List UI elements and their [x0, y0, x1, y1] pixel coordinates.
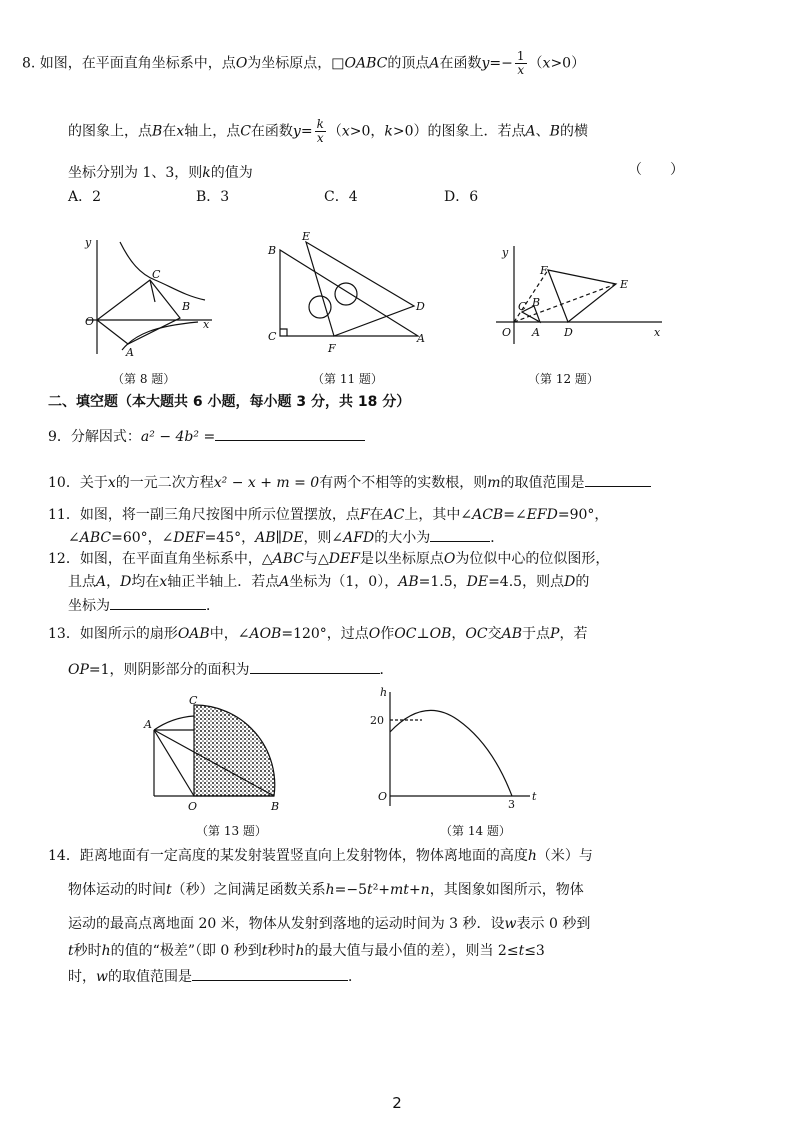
q13-text: OC: [394, 626, 417, 642]
q12-text: A: [96, 574, 107, 590]
label-t: t: [532, 790, 537, 803]
option-d: D．6: [444, 189, 479, 205]
q12-text: A: [279, 574, 290, 590]
q13-text: AOB: [249, 626, 282, 642]
fraction-denominator: x: [316, 131, 324, 145]
q14-text: h: [295, 943, 305, 959]
label-a: A: [126, 346, 134, 359]
q8-line2: [68, 118, 588, 145]
q8-line3: [68, 163, 253, 183]
label-c: C: [518, 300, 527, 313]
q14-text: ²+: [372, 882, 391, 898]
q11-text: ∠: [68, 530, 80, 546]
figure-14: [362, 686, 542, 816]
q13-text: P: [550, 626, 560, 642]
q11-text: =∠: [503, 507, 527, 523]
parallelogram-oabc: [97, 280, 180, 344]
caption-fig13: （第 13 题）: [196, 824, 267, 838]
q13-text: 于点: [522, 626, 551, 642]
answer-blank[interactable]: [110, 595, 206, 610]
curve-k-over-x: [120, 242, 205, 300]
q11-text: ．: [490, 530, 505, 546]
q13-text: =1，则阴影部分的面积为: [88, 662, 250, 678]
q8-text: A: [429, 55, 440, 72]
q11-text: =45°，: [204, 530, 256, 546]
q8-text: 的横: [559, 123, 588, 140]
q12-text: DEF: [328, 551, 360, 567]
q8-text: 的图象上，点: [68, 123, 152, 140]
page-number: 2: [392, 1094, 402, 1112]
q8-text: A: [525, 123, 536, 140]
q14-text: t: [166, 882, 172, 898]
q12-text: 为位似中心的位似图形，: [455, 551, 610, 567]
q13-text: 13．如图所示的扇形: [48, 626, 178, 642]
q11-text: ACB: [472, 507, 504, 523]
answer-blank[interactable]: [585, 472, 651, 487]
q12-text: O: [443, 551, 456, 567]
q12-text: 与△: [303, 551, 329, 567]
caption-fig11: （第 11 题）: [312, 372, 383, 386]
fraction-numerator: k: [316, 117, 324, 131]
answer-blank[interactable]: [215, 426, 365, 441]
answer-paren: （ ）: [628, 162, 684, 178]
q8-text: 轴上，点: [184, 123, 241, 140]
q11-line1: [48, 505, 608, 525]
q8-text: y: [292, 123, 301, 140]
q8-text: y: [481, 55, 490, 72]
q8-text: 在函数: [439, 55, 482, 72]
q8-text: 为坐标原点，: [247, 55, 332, 72]
q12-text: D: [564, 574, 576, 590]
q13-text: OB: [429, 626, 452, 642]
q8-text: >0）: [550, 55, 586, 72]
parabola-curve: [390, 710, 512, 796]
shaded-region: [194, 705, 275, 796]
fraction-numerator: 1: [516, 49, 525, 63]
dashed-line-oe: [514, 284, 616, 322]
q9-line: [48, 426, 365, 447]
q8-text: x: [176, 123, 185, 140]
q14-text: ．: [347, 969, 362, 985]
q8-text: （: [327, 123, 342, 140]
q14-text: 14．距离地面有一定高度的某发射装置竖直向上发射物体，物体离地面的高度: [48, 848, 528, 864]
section-heading: 二、填空题（本大题共 6 小题，每小题 3 分，共 18 分）: [48, 394, 411, 410]
q8-text: =−: [489, 55, 513, 72]
label-b: B: [532, 296, 541, 309]
figure-11: [262, 230, 437, 360]
q8-text: C: [240, 123, 251, 140]
q12-text: 是以坐标原点: [359, 551, 444, 567]
q13-text: ⊥: [416, 626, 430, 642]
q8-text: k: [384, 123, 393, 140]
q10-text: 有两个不相等的实数根，则: [319, 475, 488, 491]
q13-line1: [48, 624, 587, 644]
figure-8: [80, 232, 230, 362]
q12-text: 坐标为（1，0），: [289, 574, 399, 590]
q10-text: 的取值范围是: [500, 475, 585, 491]
q8-text: （: [528, 55, 543, 72]
q8-text: 的值为: [210, 165, 253, 181]
q13-text: 交: [487, 626, 502, 642]
q12-text: AB: [398, 574, 419, 590]
arc-ac: [154, 716, 194, 730]
q14-text: 秒时: [267, 943, 296, 959]
q13-text: ．: [379, 662, 394, 678]
label-3: 3: [508, 798, 515, 811]
q8-text: B: [152, 123, 163, 140]
label-b: B: [271, 800, 280, 813]
q14-text: h: [527, 848, 537, 864]
q11-text: =90°，: [557, 507, 609, 523]
q14-text: h: [101, 943, 111, 959]
q8-text: □OABC: [331, 55, 388, 72]
q14-text: w: [96, 969, 108, 985]
q13-text: 作: [380, 626, 395, 642]
q11-text: 的大小为: [374, 530, 431, 546]
label-b: B: [182, 300, 191, 313]
label-o: O: [502, 326, 512, 339]
answer-blank[interactable]: [250, 659, 380, 674]
label-e: E: [620, 278, 629, 291]
segment-oa: [154, 730, 194, 796]
q14-text: 时，: [68, 969, 96, 985]
label-e: E: [302, 230, 311, 243]
q11-text: AC: [383, 507, 405, 523]
label-y: y: [502, 246, 509, 259]
q12-line1: [48, 549, 609, 569]
q14-line1: [48, 846, 593, 866]
q14-text: 的值的“极差”（即 0 秒到: [110, 943, 262, 959]
label-b: B: [268, 244, 277, 257]
label-o: O: [188, 800, 198, 813]
triangle-abc: [280, 250, 418, 336]
q12-text: ．: [206, 598, 220, 614]
label-x: x: [203, 318, 210, 331]
q10-expression: x² − x + m = 0: [213, 475, 320, 491]
q8-text: =: [300, 123, 313, 140]
q8-text: B: [549, 123, 560, 140]
q12-text: 均在: [131, 574, 160, 590]
circle-hole-1: [309, 296, 331, 318]
q14-text: w: [504, 916, 517, 932]
right-angle-mark-c: [280, 329, 287, 336]
fraction-k-over-x: [315, 118, 326, 145]
dashed-line-of: [514, 270, 548, 322]
q11-text: =60°，∠: [111, 530, 174, 546]
q14-text: t: [518, 943, 525, 959]
q14-text: ，其图象如图所示，物体: [429, 882, 584, 898]
q10-text: m: [487, 475, 501, 491]
q13-text: O: [368, 626, 381, 642]
q10-text: x: [107, 475, 116, 491]
q14-text: t: [261, 943, 268, 959]
answer-blank[interactable]: [430, 527, 490, 542]
q8-text: 在: [162, 123, 177, 140]
q9-text: 9．分解因式：: [48, 429, 141, 445]
q11-text: F: [359, 507, 370, 523]
q14-line5: [68, 966, 362, 987]
q13-text: OC: [465, 626, 488, 642]
q14-text: ≤3: [524, 943, 545, 959]
label-20: 20: [370, 714, 384, 727]
caption-fig12: （第 12 题）: [528, 372, 599, 386]
option-b: B．3: [196, 189, 230, 205]
q13-text: ，: [451, 626, 466, 642]
label-o: O: [85, 315, 95, 328]
label-a: A: [532, 326, 540, 339]
q13-line2: [68, 659, 394, 680]
q10-line: [48, 472, 651, 493]
q8-line1: [22, 50, 585, 77]
q11-text: 11．如图，将一副三角尺按图中所示位置摆放，点: [48, 507, 360, 523]
q9-expression: a² − 4b² =: [140, 429, 216, 445]
option-a: A．2: [68, 189, 102, 205]
q12-text: D: [120, 574, 132, 590]
label-a: A: [144, 718, 152, 731]
q14-text: n: [420, 882, 430, 898]
q12-text: =4.5，则点: [488, 574, 565, 590]
q10-text: 10．关于: [48, 475, 108, 491]
fraction-denominator: x: [517, 63, 525, 77]
q13-text: 中，∠: [209, 626, 250, 642]
label-c: C: [268, 330, 277, 343]
q11-text: 在: [369, 507, 384, 523]
q13-text: =120°，过点: [281, 626, 369, 642]
q14-text: 的最大值与最小值的差），则当 2≤: [304, 943, 519, 959]
caption-fig14: （第 14 题）: [440, 824, 511, 838]
q14-text: （米）与: [536, 848, 593, 864]
q8-text: x: [542, 55, 551, 72]
q14-text: t: [367, 882, 373, 898]
figure-13: [144, 694, 294, 819]
q8-text: k: [202, 165, 211, 181]
label-h: h: [380, 686, 388, 699]
q14-text: mt: [390, 882, 409, 898]
figure-12: [492, 240, 672, 350]
q12-text: x: [159, 574, 168, 590]
q12-line3: [68, 595, 220, 616]
q12-text: 的: [575, 574, 590, 590]
caption-fig8: （第 8 题）: [112, 372, 176, 386]
fraction-1-over-x: [515, 50, 527, 77]
q14-text: 运动的最高点离地面 20 米，物体从发射到落地的运动时间为 3 秒．设: [68, 916, 505, 932]
circle-hole-2: [335, 283, 357, 305]
q8-text: 的顶点: [387, 55, 430, 72]
q14-line3: [68, 914, 590, 934]
q14-text: 的取值范围是: [107, 969, 192, 985]
q11-text: ，则∠: [303, 530, 344, 546]
q13-text: OP: [68, 662, 89, 678]
q14-text: 表示 0 秒到: [516, 916, 591, 932]
label-c: C: [189, 694, 198, 707]
q12-text: ABC: [272, 551, 304, 567]
q12-text: 坐标为: [68, 598, 110, 614]
q14-line2: [68, 880, 584, 900]
q12-text: ，: [106, 574, 121, 590]
answer-blank[interactable]: [192, 966, 348, 981]
q11-text: AB: [255, 530, 276, 546]
q14-text: （秒）之间满足函数关系: [171, 882, 326, 898]
label-y: y: [85, 236, 92, 249]
q8-text: >0）的图象上．若点: [392, 123, 526, 140]
q11-text: AFD: [343, 530, 375, 546]
q8-text: O: [235, 55, 248, 72]
q14-text: t: [68, 943, 74, 959]
label-x: x: [654, 326, 661, 339]
label-c: C: [152, 268, 161, 281]
q14-text: h: [325, 882, 335, 898]
q11-line2: [68, 527, 504, 548]
label-d: D: [564, 326, 573, 339]
q8-text: >0，: [349, 123, 385, 140]
option-c: C．4: [324, 189, 358, 205]
q14-text: 秒时: [73, 943, 102, 959]
q11-text: ∥: [275, 530, 282, 546]
q13-text: OAB: [177, 626, 210, 642]
q12-text: 轴正半轴上．若点: [167, 574, 280, 590]
triangle-def: [548, 270, 616, 322]
label-a: A: [417, 332, 425, 345]
q11-text: DEF: [173, 530, 205, 546]
q12-text: 且点: [68, 574, 96, 590]
q10-text: 的一元二次方程: [115, 475, 214, 491]
label-d: D: [416, 300, 425, 313]
q14-line4: [68, 941, 545, 961]
q14-text: +: [408, 882, 421, 898]
q14-text: =−5: [334, 882, 368, 898]
q11-text: EFD: [526, 507, 558, 523]
q11-text: ABC: [79, 530, 112, 546]
q13-text: ，若: [559, 626, 588, 642]
q13-text: AB: [501, 626, 523, 642]
triangle-def: [306, 242, 414, 336]
label-f: F: [328, 342, 336, 355]
q11-text: DE: [281, 530, 304, 546]
q8-text: 坐标分别为 1、3，则: [68, 165, 203, 181]
q12-text: 12．如图，在平面直角坐标系中，△: [48, 551, 273, 567]
q11-text: 上，其中∠: [404, 507, 473, 523]
q8-text: x: [341, 123, 350, 140]
label-o: O: [378, 790, 388, 803]
q12-line2: [68, 572, 589, 592]
q8-text: 8. 如图，在平面直角坐标系中，点: [22, 55, 236, 72]
label-f: F: [540, 264, 548, 277]
q12-text: =1.5，: [418, 574, 467, 590]
q14-text: 物体运动的时间: [68, 882, 166, 898]
q8-text: 、: [535, 123, 550, 140]
q12-text: DE: [466, 574, 489, 590]
q8-text: 在函数: [250, 123, 293, 140]
